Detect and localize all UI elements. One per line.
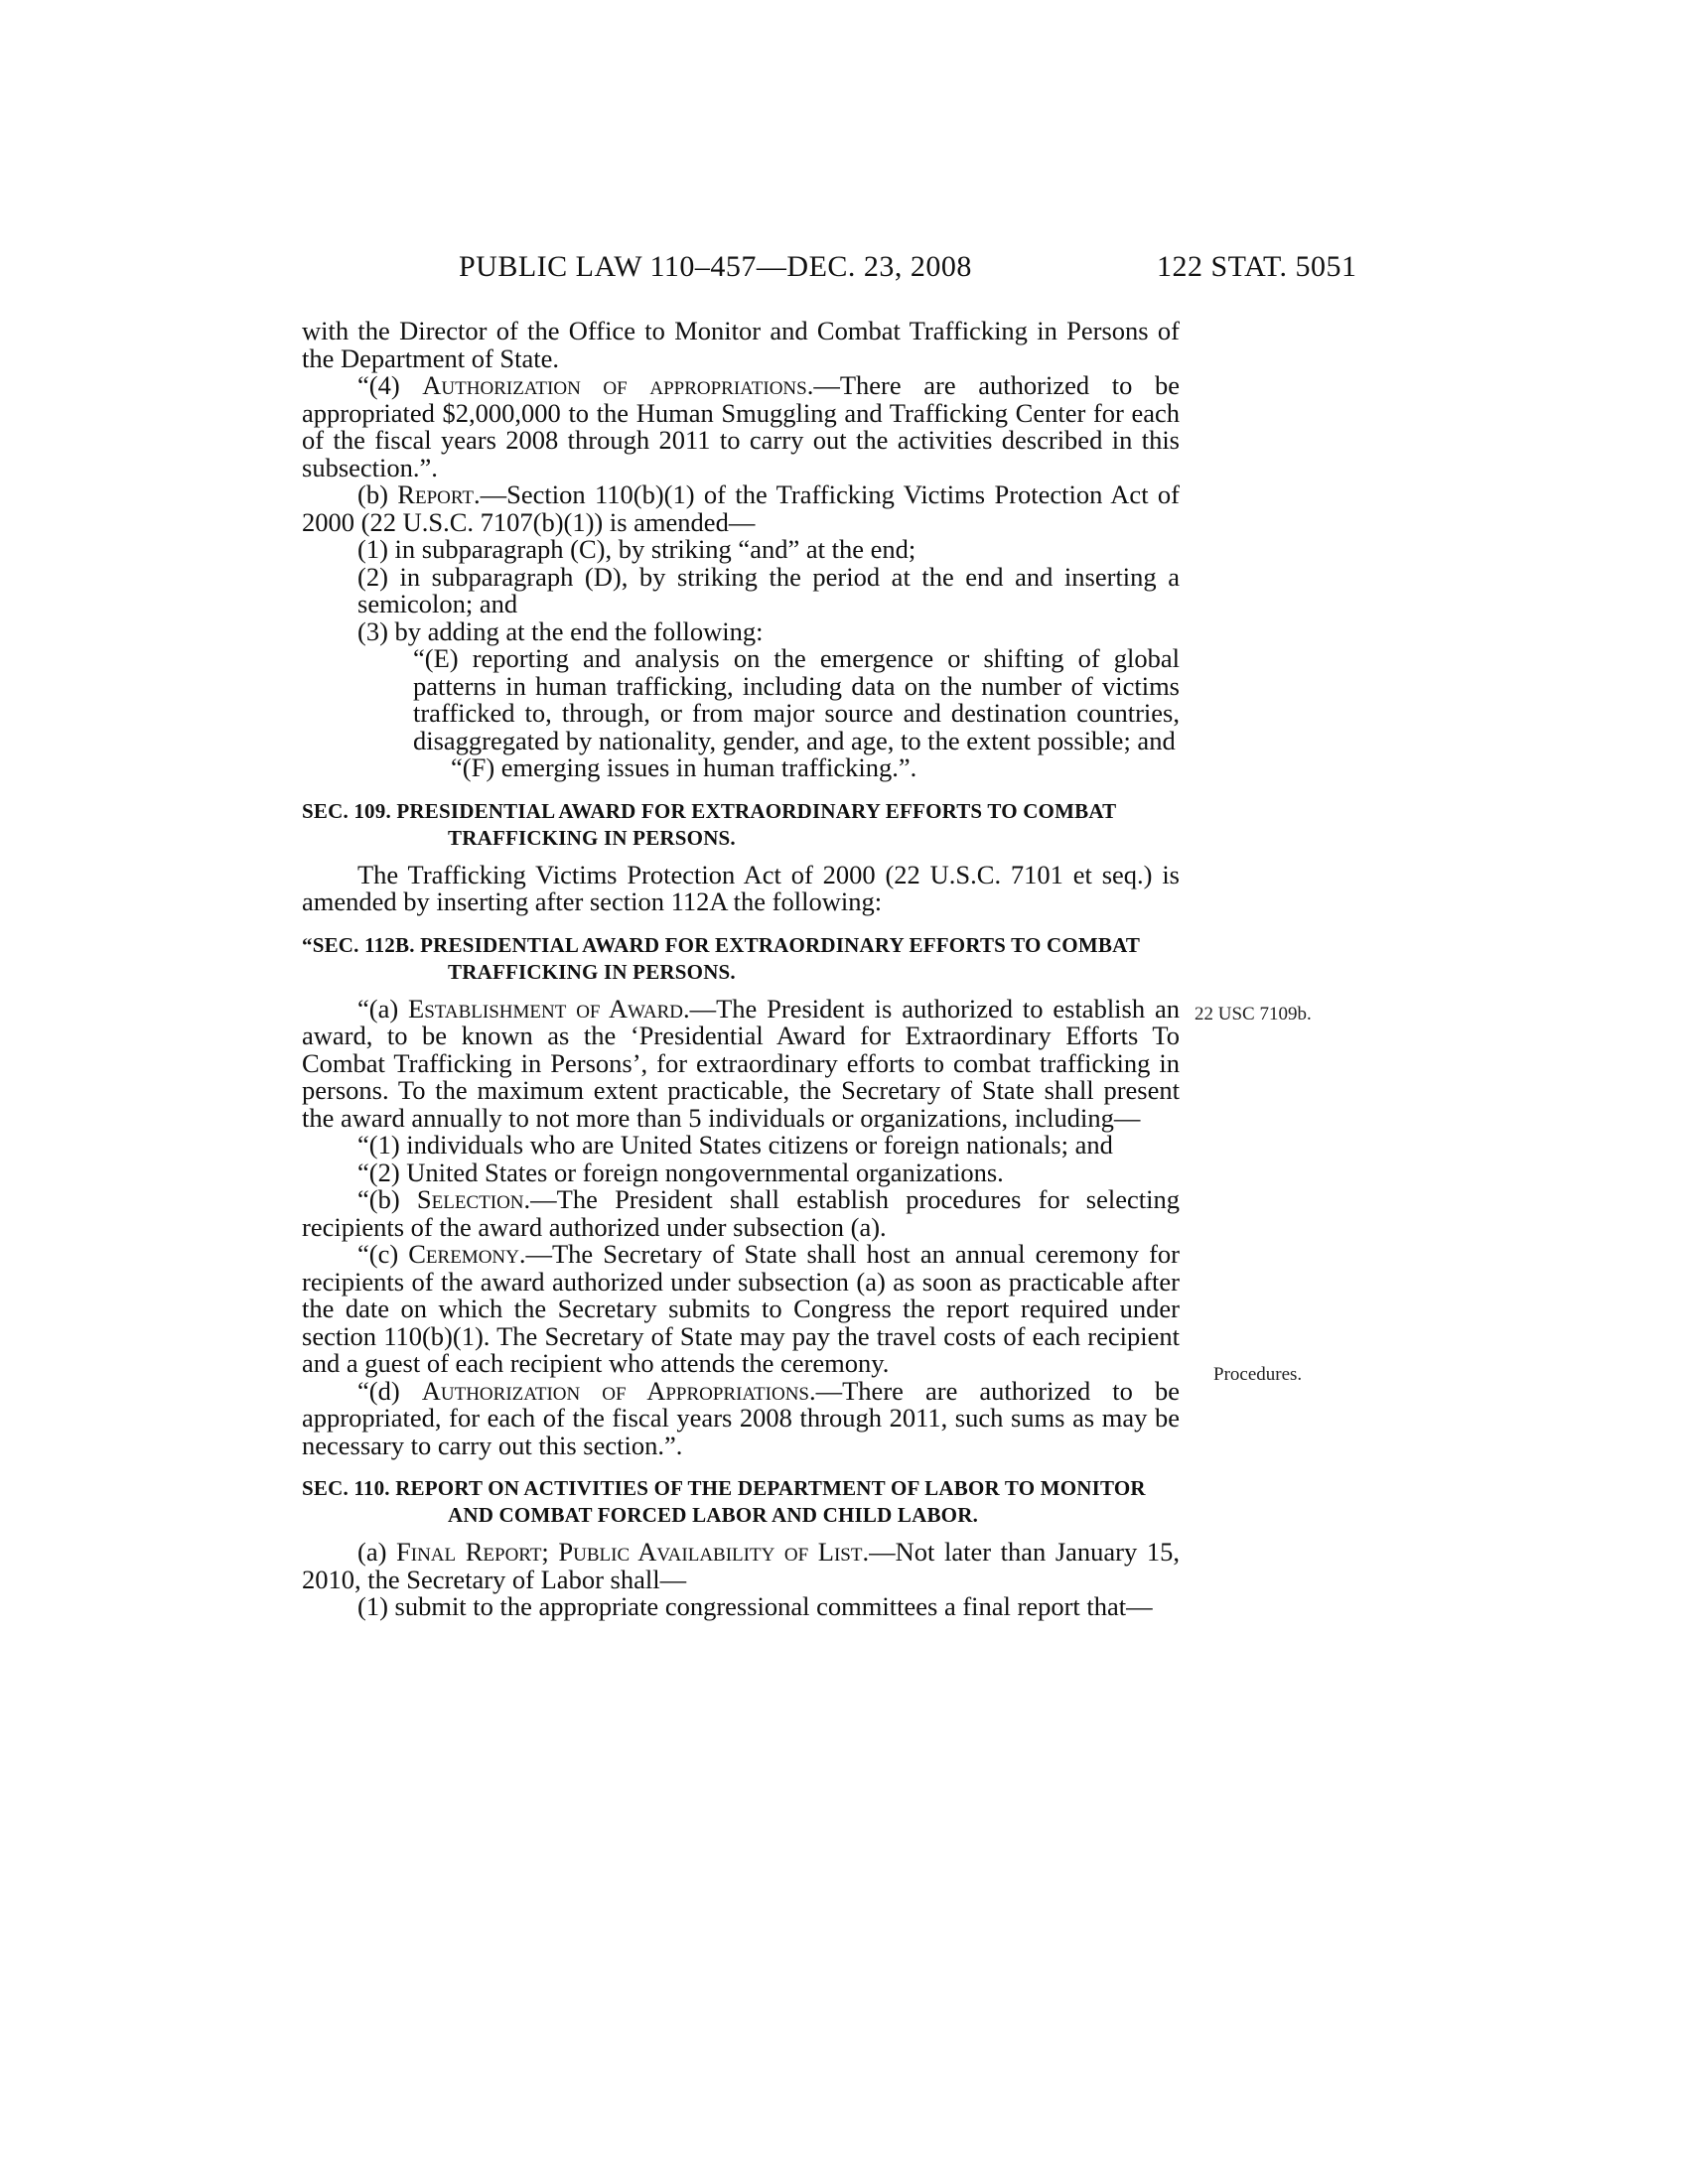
small-caps-heading: Report <box>397 479 474 509</box>
paragraph: The Trafficking Victims Protection Act of 2000 (22 U.S.C. 7101 et seq.) is amended by inserting after section 112A the following: <box>302 859 1180 916</box>
small-caps-heading: Final Report; Public Availability of List <box>396 1537 863 1567</box>
paragraph: “(b) Selection.—The President shall establish procedures for selecting recipients of the award authorized under subsection (a). <box>302 1184 1180 1242</box>
small-caps-heading: Authorization of appropriations <box>422 370 807 400</box>
paragraph: with the Director of the Office to Monitor and Combat Trafficking in Persons of the Department of State. <box>302 316 1180 373</box>
paragraph: “(d) Authorization of Appropriations.—There are authorized to be appropriated, for each of the fiscal years 2008 through 2011, such sums as may be necessary to carry out this section.”. <box>302 1375 1180 1460</box>
small-caps-heading: Authorization of Appropriations <box>421 1375 809 1406</box>
paragraph: (2) in subparagraph (D), by striking the period at the end and inserting a semicolon; and <box>357 561 1180 618</box>
paragraph: (1) in subparagraph (C), by striking “and” at the end; <box>357 534 916 564</box>
margin-note-procedures: Procedures. <box>1213 1364 1303 1385</box>
paragraph: “(2) United States or foreign nongovernmental organizations. <box>357 1157 1004 1187</box>
section-heading: SEC. 110. REPORT ON ACTIVITIES OF THE DEPARTMENT OF LABOR TO MONITOR AND COMBAT FORCED LABOR AND CHILD LABOR. <box>302 1476 1146 1527</box>
paragraph: (b) Report.—Section 110(b)(1) of the Trafficking Victims Protection Act of 2000 (22 U.S.C. 7107(b)(1)) is amended— <box>302 479 1180 537</box>
paragraph: “(1) individuals who are United States citizens or foreign nationals; and <box>357 1130 1113 1160</box>
page-title: PUBLIC LAW 110–457—DEC. 23, 2008 <box>459 250 972 283</box>
small-caps-heading: Selection <box>416 1184 524 1214</box>
margin-note-usc: 22 USC 7109b. <box>1195 1004 1312 1024</box>
paragraph: (3) by adding at the end the following: <box>357 615 764 646</box>
paragraph: “(E) reporting and analysis on the emergence or shifting of global patterns in human trafficking, including data on the number of victims trafficked to, through, or from major source and destination countries, disaggregated by nationality, gender, and age, to the extent possible; and <box>413 643 1180 755</box>
page-header <box>0 250 1688 290</box>
paragraph: (1) submit to the appropriate congressional committees a final report that— <box>357 1591 1153 1621</box>
document-body <box>302 318 1180 1621</box>
small-caps-heading: Establishment of Award <box>408 993 683 1024</box>
paragraph: “(a) Establishment of Award.—The President is authorized to establish an award, to be known as the ‘Presidential Award for Extraordinary Efforts To Combat Trafficking in Persons’, for extraordinary efforts to combat trafficking in persons. To the maximum extent practicable, the Secretary of State shall present the award annually to not more than 5 individuals or organizations, including— <box>302 993 1180 1133</box>
paragraph: “(c) Ceremony.—The Secretary of State shall host an annual ceremony for recipients of the award authorized under subsection (a) as soon as practicable after the date on which the Secretary submits to Congress the report required under section 110(b)(1). The Secretary of State may pay the travel costs of each recipient and a guest of each recipient who attends the ceremony. <box>302 1239 1180 1378</box>
section-heading: SEC. 109. PRESIDENTIAL AWARD FOR EXTRAORDINARY EFFORTS TO COMBAT TRAFFICKING IN PERSONS. <box>302 798 1116 850</box>
section-heading: “SEC. 112B. PRESIDENTIAL AWARD FOR EXTRAORDINARY EFFORTS TO COMBAT TRAFFICKING IN PERSONS. <box>302 932 1140 984</box>
paragraph: (a) Final Report; Public Availability of List.—Not later than January 15, 2010, the Secretary of Labor shall— <box>302 1537 1180 1594</box>
paragraph: “(4) Authorization of appropriations.—There are authorized to be appropriated $2,000,000 to the Human Smuggling and Trafficking Center for each of the fiscal years 2008 through 2011 to carry out the activities described in this subsection.”. <box>302 370 1180 482</box>
paragraph: “(F) emerging issues in human trafficking.”. <box>451 752 917 782</box>
small-caps-heading: Ceremony <box>408 1239 519 1269</box>
statute-page-number: 122 STAT. 5051 <box>1157 250 1357 283</box>
